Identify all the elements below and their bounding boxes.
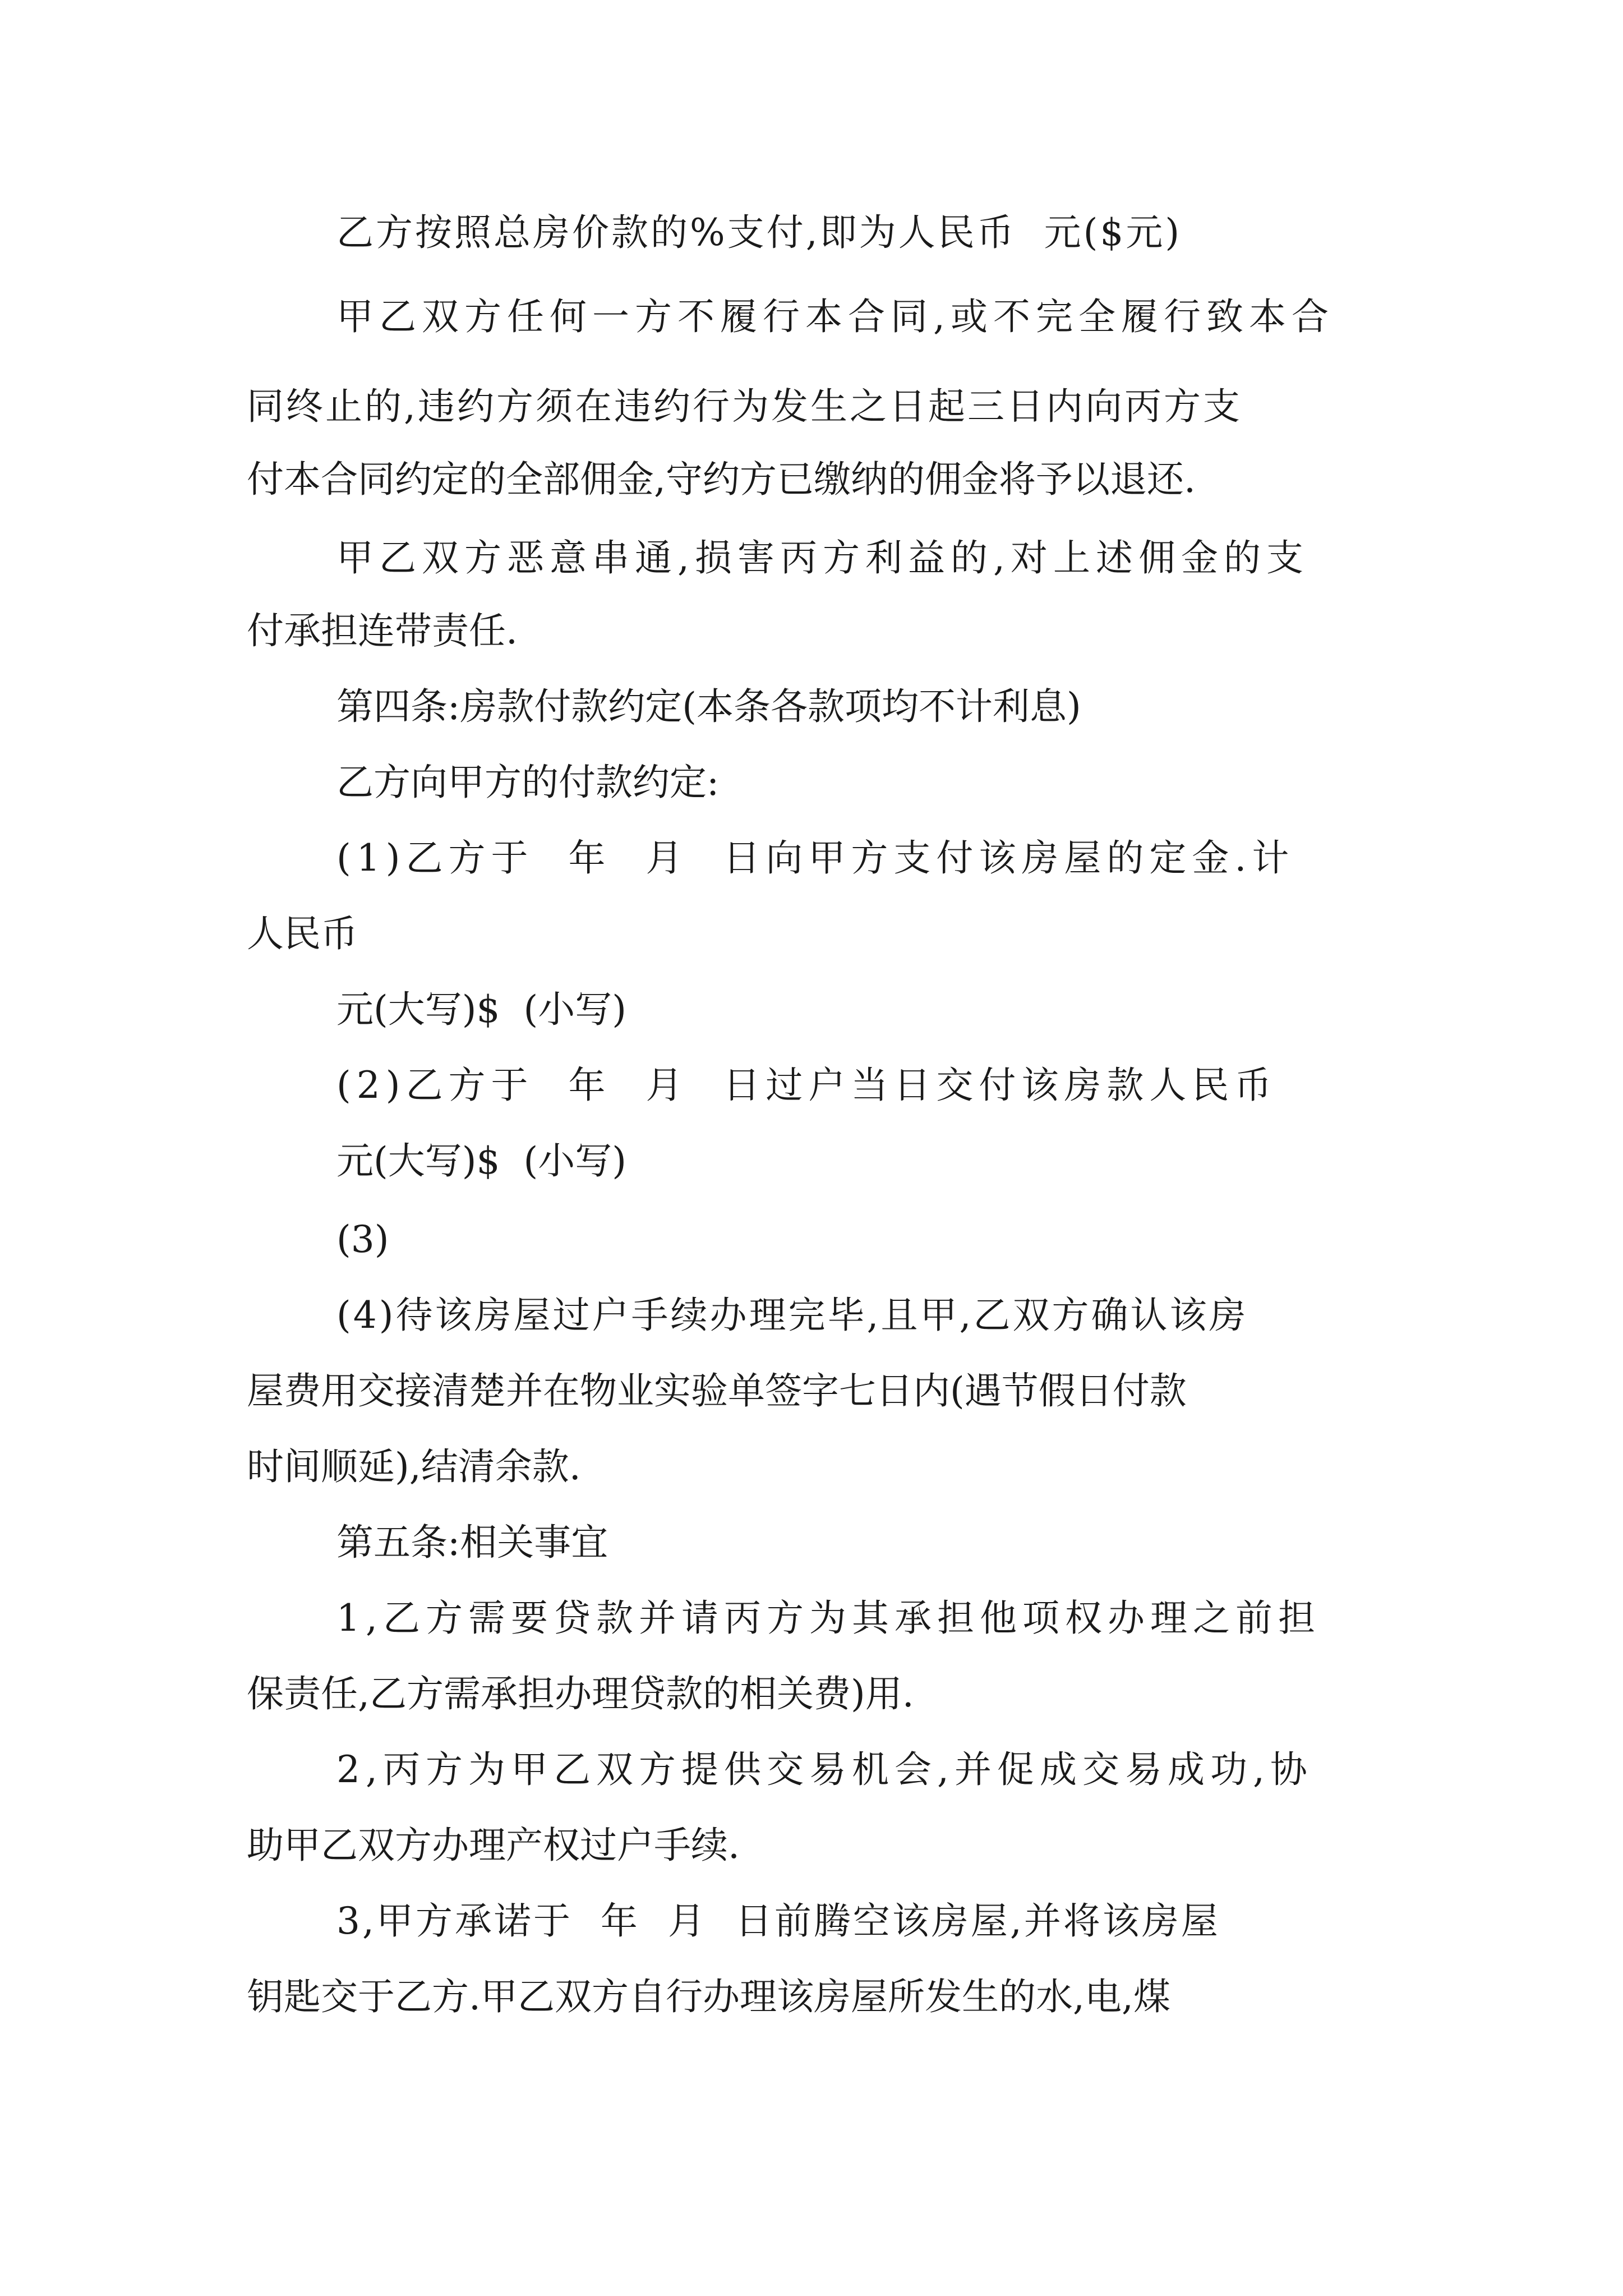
paragraph-line: 保责任,乙方需承担办理贷款的相关费)用.	[247, 1672, 914, 1715]
paragraph-line: 屋费用交接清楚并在物业实验单签字七日内(遇节假日付款	[247, 1369, 1187, 1412]
paragraph-line: 2,丙方为甲乙双方提供交易机会,并促成交易成功,协	[336, 1748, 1313, 1791]
paragraph-line: 甲乙双方任何一方不履行本合同,或不完全履行致本合	[336, 295, 1334, 338]
paragraph-line: (4)待该房屋过户手续办理完毕,且甲,乙双方确认该房	[336, 1294, 1248, 1337]
paragraph-line: (2)乙方于 年 月 日过户当日交付该房款人民币	[336, 1064, 1278, 1107]
paragraph-line: 元(大写)$ (小写)	[336, 1139, 626, 1182]
paragraph-line: 1,乙方需要贷款并请丙方为其承担他项权办理之前担	[336, 1596, 1321, 1640]
paragraph-line: 甲乙双方恶意串通,损害丙方利益的,对上述佣金的支	[336, 536, 1309, 579]
paragraph-line: 付本合同约定的全部佣金,守约方已缴纳的佣金将予以退还.	[247, 458, 1196, 501]
paragraph-line: (1)乙方于 年 月 日向甲方支付该房屋的定金.计	[336, 836, 1295, 880]
section-heading: 第五条:相关事宜	[336, 1521, 608, 1564]
paragraph-line: 元(大写)$ (小写)	[336, 988, 626, 1031]
paragraph-line: 乙方按照总房价款的%支付,即为人民币 元($元)	[336, 211, 1182, 254]
section-heading: 第四条:房款付款约定(本条各款项均不计利息)	[336, 685, 1081, 728]
paragraph-line: (3)	[336, 1218, 389, 1261]
paragraph-line: 3,甲方承诺于 年 月 日前腾空该房屋,并将该房屋	[336, 1899, 1220, 1943]
paragraph-line: 时间顺延),结清余款.	[247, 1445, 581, 1488]
paragraph-line: 助甲乙双方办理产权过户手续.	[247, 1824, 740, 1867]
paragraph-line: 人民币	[247, 912, 358, 955]
paragraph-line: 乙方向甲方的付款约定:	[336, 761, 720, 804]
paragraph-line: 付承担连带责任.	[247, 609, 518, 652]
paragraph-line: 钥匙交于乙方.甲乙双方自行办理该房屋所发生的水,电,煤	[247, 1975, 1170, 2018]
paragraph-line: 同终止的,违约方须在违约行为发生之日起三日内向丙方支	[247, 385, 1242, 428]
